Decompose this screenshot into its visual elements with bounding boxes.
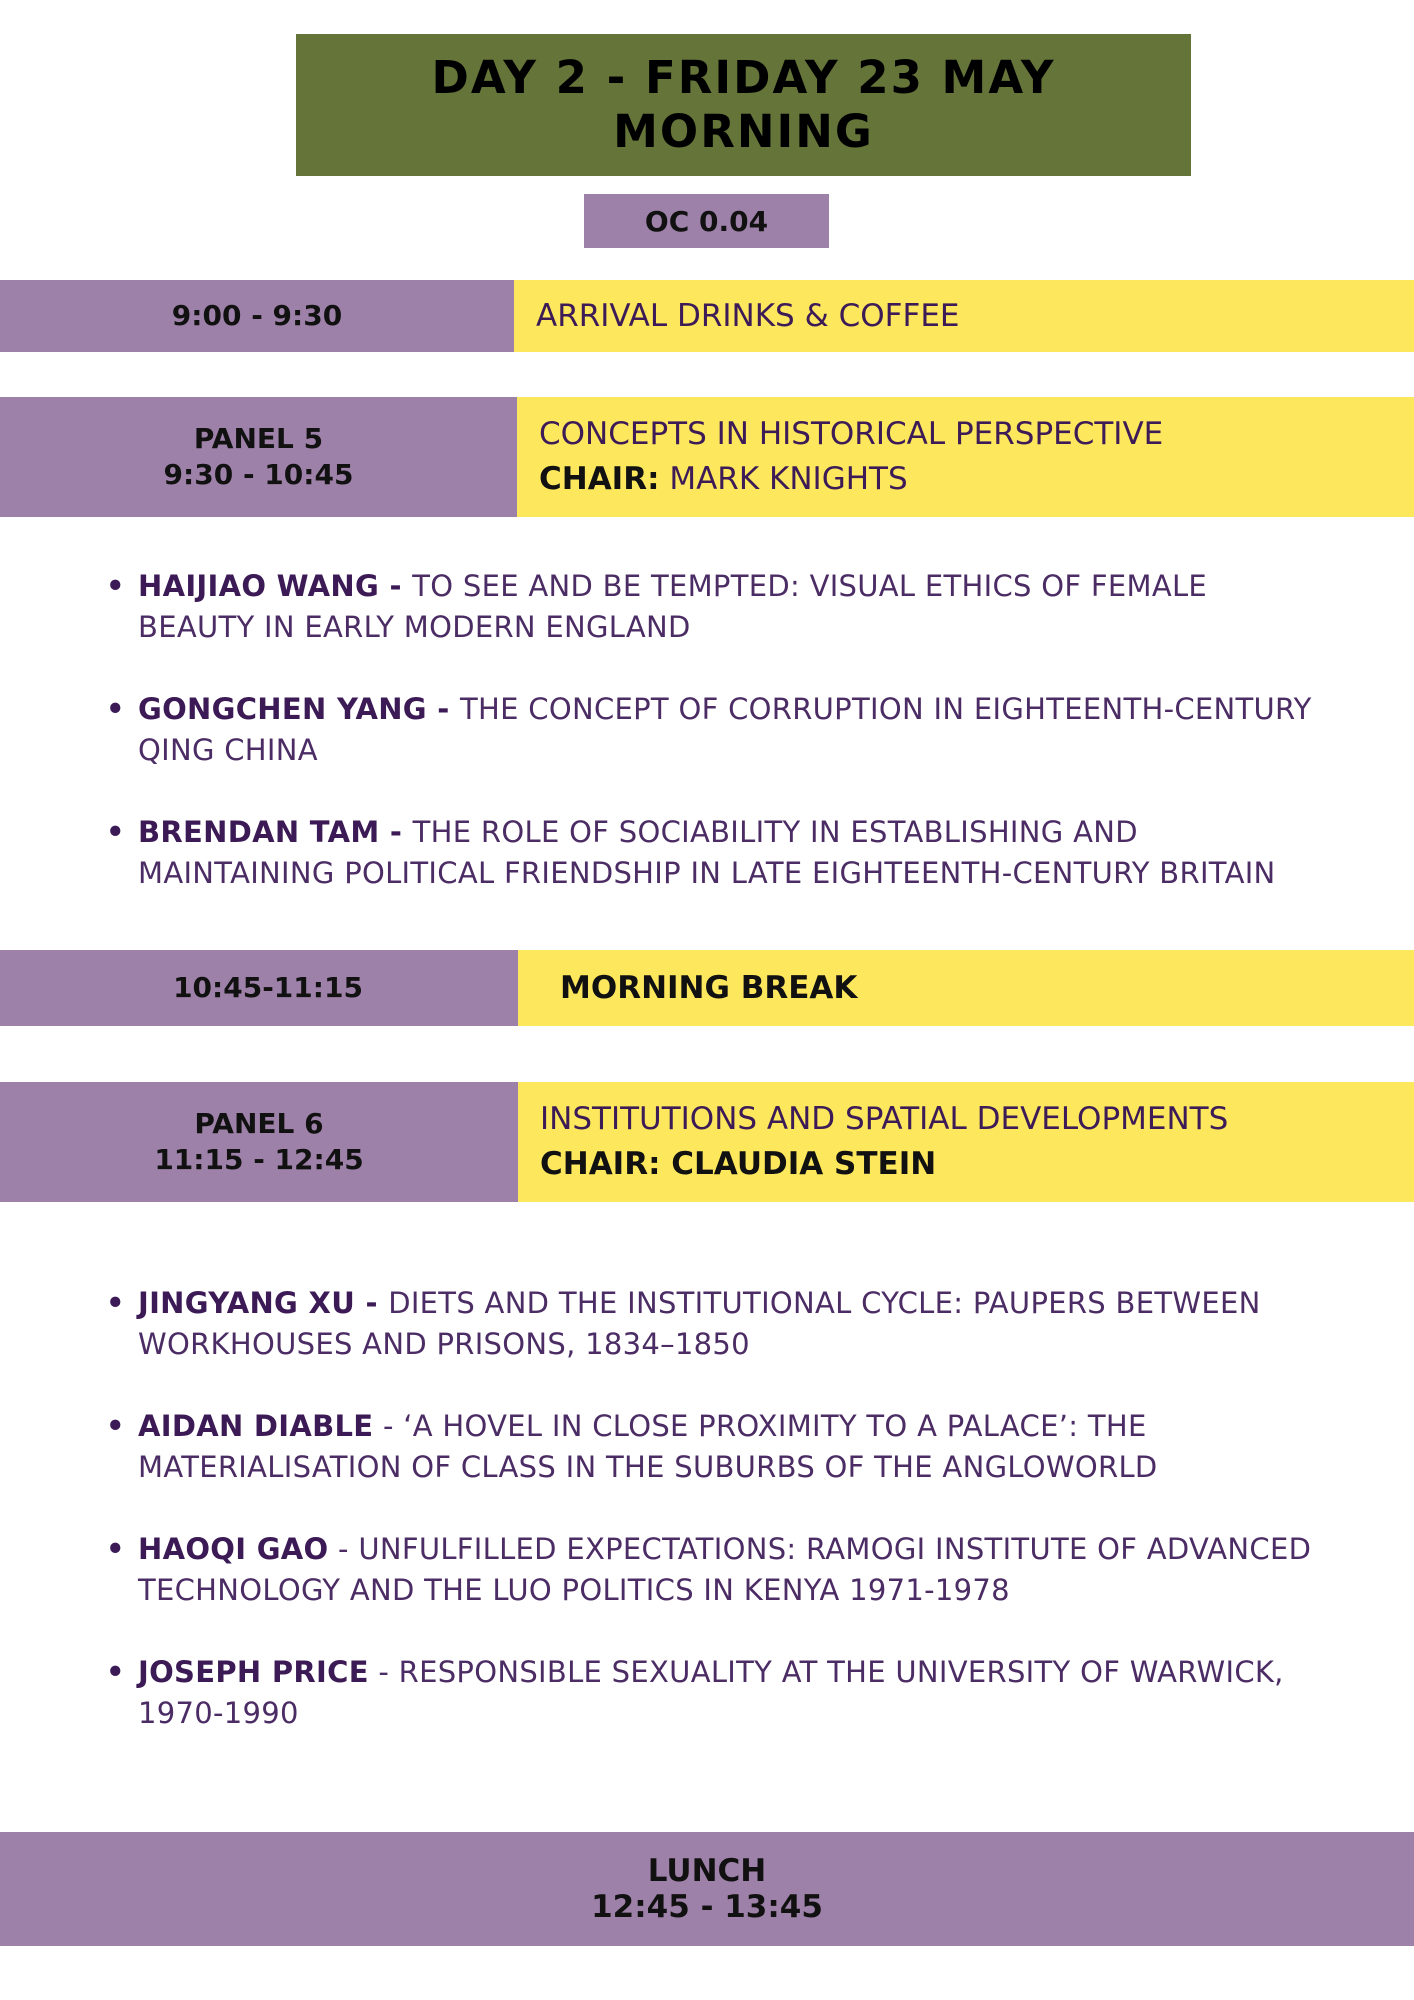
talk-speaker: HAOQI GAO — [138, 1532, 329, 1566]
talk-list-item — [106, 1529, 1326, 1611]
panel-6-time-cell — [0, 1082, 518, 1202]
talk-list-item — [106, 566, 1326, 648]
talk-title: DIETS AND THE INSTITUTIONAL CYCLE: PAUPERS BETWEEN WORKHOUSES AND PRISONS, 1834–1850 — [138, 1286, 1261, 1361]
panel-6-title: INSTITUTIONS AND SPATIAL DEVELOPMENTS — [540, 1101, 1229, 1137]
panel-5-time-cell — [0, 397, 517, 517]
panel-6-title-cell — [518, 1082, 1414, 1202]
talk-title: THE ROLE OF SOCIABILITY IN ESTABLISHING AND MAINTAINING POLITICAL FRIENDSHIP IN LATE EIGHTEENTH-CENTURY BRITAIN — [138, 815, 1276, 890]
break-label-cell — [518, 950, 1414, 1026]
panel-6-chair: CHAIR: CLAUDIA STEIN — [540, 1146, 937, 1182]
talk-list-item — [106, 1406, 1326, 1488]
bullet-icon: • — [106, 1532, 125, 1566]
arrival-label: ARRIVAL DRINKS & COFFEE — [536, 297, 960, 334]
panel-5-chair-name: MARK KNIGHTS — [659, 461, 908, 497]
page-title-line-2: MORNING — [613, 105, 874, 158]
bullet-icon: • — [106, 1655, 125, 1689]
panel-5-chair — [539, 457, 1414, 502]
page-title-line-1: DAY 2 - FRIDAY 23 MAY — [431, 51, 1056, 104]
arrival-label-cell — [514, 280, 1414, 352]
arrival-time: 9:00 - 9:30 — [171, 299, 343, 332]
lunch-time: 12:45 - 13:45 — [591, 1889, 823, 1925]
bullet-icon: • — [106, 692, 125, 726]
talk-speaker: JOSEPH PRICE — [138, 1655, 369, 1689]
talk-speaker: BRENDAN TAM - — [138, 815, 413, 849]
lunch-label: LUNCH — [647, 1853, 767, 1889]
talk-title: - RESPONSIBLE SEXUALITY AT THE UNIVERSITY OF WARWICK, 1970-1990 — [138, 1655, 1284, 1730]
page-title-banner — [296, 34, 1191, 176]
bullet-icon: • — [106, 815, 125, 849]
talk-list-item — [106, 812, 1326, 894]
talk-list-item — [106, 1652, 1326, 1734]
panel-5-time: 9:30 - 10:45 — [163, 458, 354, 491]
talk-speaker: HAIJIAO WANG - — [138, 569, 413, 603]
panel-5-title-cell — [517, 397, 1414, 517]
talk-title: THE CONCEPT OF CORRUPTION IN EIGHTEENTH-CENTURY QING CHINA — [138, 692, 1312, 767]
panel-6-time: 11:15 - 12:45 — [154, 1143, 364, 1176]
talk-list-item — [106, 1283, 1326, 1365]
panel-5-title: CONCEPTS IN HISTORICAL PERSPECTIVE — [539, 416, 1164, 452]
talk-speaker: JINGYANG XU - — [138, 1286, 389, 1320]
bullet-icon: • — [106, 1409, 125, 1443]
panel-6-name: PANEL 6 — [194, 1107, 324, 1140]
talk-speaker: GONGCHEN YANG - — [138, 692, 461, 726]
talk-speaker: AIDAN DIABLE — [138, 1409, 374, 1443]
arrival-time-cell — [0, 280, 514, 352]
talk-title: - UNFULFILLED EXPECTATIONS: RAMOGI INSTITUTE OF ADVANCED TECHNOLOGY AND THE LUO POLITICS IN KENYA 1971-1978 — [138, 1532, 1312, 1607]
talk-list-item — [106, 689, 1326, 771]
bullet-icon: • — [106, 569, 125, 603]
break-time-cell — [0, 950, 518, 1026]
panel-5-chair-label: CHAIR: — [539, 461, 660, 497]
bullet-icon: • — [106, 1286, 125, 1320]
talk-title: - ‘A HOVEL IN CLOSE PROXIMITY TO A PALACE’: THE MATERIALISATION OF CLASS IN THE SUBURBS OF THE ANGLOWORLD — [138, 1409, 1158, 1484]
talk-title: TO SEE AND BE TEMPTED: VISUAL ETHICS OF FEMALE BEAUTY IN EARLY MODERN ENGLAND — [138, 569, 1208, 644]
panel-5-name: PANEL 5 — [193, 422, 324, 455]
room-badge: OC 0.04 — [584, 194, 829, 248]
lunch-bar — [0, 1832, 1414, 1946]
break-time: 10:45-11:15 — [173, 971, 363, 1004]
break-label: MORNING BREAK — [560, 969, 858, 1006]
